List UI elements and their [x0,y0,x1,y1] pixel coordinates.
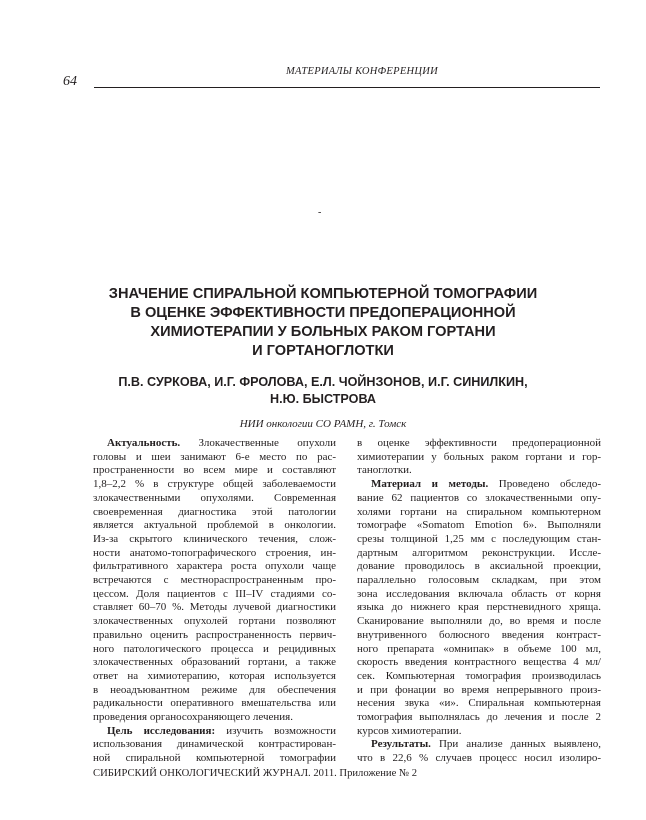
text-run: При анализе данных выявлено, [430,738,601,751]
text-line: встречаются с местнораспространенным про- [93,574,336,587]
relevance-heading: Актуальность. [107,437,181,449]
page-number: 64 [63,74,77,89]
text-line: томографе «Somatom Emotion 6». Выполняли [357,519,601,532]
text-run: изучить возможности [215,724,337,737]
text-line: дование проводилось в аксиальной проекции, [357,560,601,573]
text-line: своевременная диагностика этой патологии [93,505,336,518]
stray-dash: - [318,207,322,218]
text-line: несения звука «и». Спиральная компьютерная [357,697,601,710]
text-line: фильтративного характера роста опухоли чаще [93,560,336,573]
results-paragraph-first-line [357,738,601,752]
aim-heading: Цель исследования: [107,724,216,737]
text-run: Злокачественные опухоли [180,437,336,449]
affiliation: НИИ онкологии СО РАМН, г. Томск [239,418,407,430]
article-title [60,285,586,361]
text-line: ного патологического процесса и рецидивных [93,642,336,655]
text-line: что в 22,6 % случаев процесс носил изолиро- [357,752,601,765]
text-line: злокачественных опухолей гортани позволяют [93,615,336,628]
text-line: Сканирование выполняли до, во время и после [357,615,601,628]
journal-footer: СИБИРСКИЙ ОНКОЛОГИЧЕСКИЙ ЖУРНАЛ. 2011. Приложение № 2 [93,768,417,779]
text-line: вание 62 пациентов со злокачественными опу- [357,491,601,504]
text-line: 1,8–2,2 % в структуре общей заболеваемости [93,478,336,491]
authors-line: Н.Ю. БЫСТРОВА [269,392,377,406]
text-line: правильно оценить распространенность первич- [93,628,336,641]
text-line: пространенности во всем мире и составляют [93,464,336,477]
header-rule [94,87,600,88]
results-heading: Результаты. [371,738,431,751]
text-line: параллельно голосовым складкам, при этом [357,574,601,587]
text-line: холями гортани на спиральном компьютерном [357,505,601,518]
title-line: И ГОРТАНОГЛОТКИ [252,343,394,359]
text-line: скорость введения контрастного вещества 4 мл/ [357,656,601,669]
text-line: сек. Компьютерная томография производилась [357,669,601,682]
text-line: ответ на химиотерапию, которая используется [93,669,336,682]
text-line: злокачественных образований гортани, а также [93,656,336,669]
text-line: является актуальной проблемой в онкологии. [93,519,336,532]
text-line: цессом. Доля пациентов с III–IV стадиями со- [93,587,336,600]
text-line: срезы толщиной 1,25 мм с последующим стан- [357,532,601,545]
text-line: использования динамической контрастирован- [93,738,336,751]
title-line: ХИМИОТЕРАПИИ У БОЛЬНЫХ РАКОМ ГОРТАНИ [150,324,496,340]
left-column [93,437,336,766]
text-line: злокачественными опухолями. Современная [93,491,336,504]
text-line: ставляет 60–70 %. Методы лучевой диагностики [93,601,336,614]
text-line: проведения органосохраняющего лечения. [93,711,293,724]
text-line: таноглотки. [357,464,412,477]
text-line: ного препарата «омнипак» в объеме 100 мл, [357,642,601,655]
text-line: в оценке эффективности предоперационной [357,437,601,449]
text-line: зона исследования включала область от корня [357,587,601,600]
methods-heading: Материал и методы. [371,478,489,491]
running-title: МАТЕРИАЛЫ КОНФЕРЕНЦИИ [286,66,439,77]
text-line: ной спиральной компьютерной томографии [93,752,336,765]
text-line: в неоадъювантном режиме для обеспечения [93,683,336,696]
text-line: радикальности оперативного вмешательства или [93,697,336,710]
text-line: и при фонации во время непрерывного произ- [357,683,601,696]
text-line: головы и шеи занимают 6-е место по рас- [93,450,336,463]
text-line: языка до нижнего края перстневидного хряща. [357,601,601,614]
authors-line: П.В. СУРКОВА, И.Г. ФРОЛОВА, Е.Л. ЧОЙНЗОНОВ, И.Г. СИНИЛКИН, [118,375,528,389]
aim-paragraph-first-line [93,725,336,739]
text-line: томография выполнялась до лечения и после 2 [357,711,601,724]
text-line: внутривенного болюсного введения контраст- [357,628,601,641]
text-run: Проведено обследо- [488,478,601,491]
relevance-paragraph-first-line [93,437,336,451]
text-line: курсов химиотерапии. [357,724,462,737]
text-line: химиотерапии у больных раком гортани и гор- [357,450,601,463]
text-line: ности анатомо-топографического строения, ин- [93,546,336,559]
right-column [357,437,601,766]
title-line: В ОЦЕНКЕ ЭФФЕКТИВНОСТИ ПРЕДОПЕРАЦИОННОЙ [130,305,516,321]
title-line: ЗНАЧЕНИЕ СПИРАЛЬНОЙ КОМПЬЮТЕРНОЙ ТОМОГРАФИИ [108,286,538,302]
methods-paragraph-first-line [357,478,601,492]
authors [60,374,586,408]
text-line: дартным алгоритмом реконструкции. Иссле- [357,546,601,559]
text-line: Из-за скрытого клинического течения, слож- [93,532,336,545]
